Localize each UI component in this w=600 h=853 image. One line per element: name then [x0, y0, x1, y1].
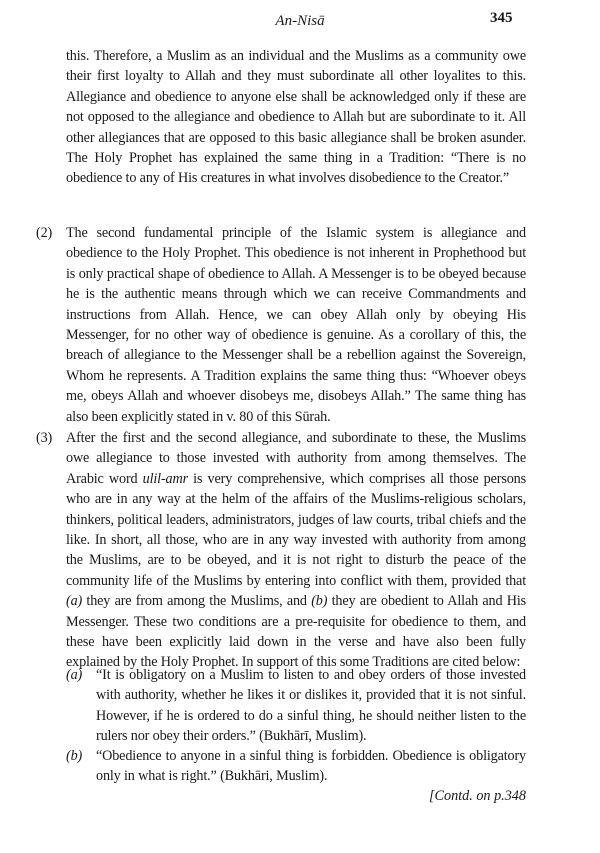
text-segment: they are obedient to Allah and His Messenger. These two conditions are a pre-requisite for obedience to them, and these have been explicitly laid down in the verse and have also been fully explained by the Holy Prophet. In support of this some Traditions are cited below:: [66, 593, 526, 671]
condition-b-label: (b): [311, 593, 328, 610]
point-number: (2): [36, 225, 53, 241]
text-segment: is very comprehensive, which comprises all those persons who are in any way at the helm of the affairs of the Muslims-religious scholars, thinkers, political leaders, administrators, judges of law courts, tribal chiefs and the like. In short, all those, who are in any way invested with authority from among the Muslims, are to be obeyed, and it is not right to disturb the peace of the community life of the Muslims by entering into conflict with them, provided that: [66, 470, 526, 589]
tradition-text: “Obedience to anyone in a sinful thing is forbidden. Obedience is obligatory only in what is right.” (Bukhāri, Muslim).: [96, 748, 526, 785]
tradition-b: [66, 746, 526, 787]
continuation-paragraph: this. Therefore, a Muslim as an individual and the Muslims as a community owe their first loyalty to Allah and they must subordinate all other loyalites to this. Allegiance and obedience to anyone else shall be acknowledged only if these are not opposed to the allegiance and obedience to Allah but are subordinate to it. All other allegiances that are opposed to this basic allegiance shall be broken asunder. The Holy Prophet has explained the same thing in a Tradition: “There is no obedience to any of His creatures in what involves disobedience to the Creator.”: [66, 48, 526, 187]
continued-note: [Contd. on p.348: [429, 788, 526, 804]
point-text: [66, 428, 526, 673]
tradition-label: (b): [66, 748, 83, 764]
page-number: 345: [490, 10, 513, 26]
tradition-text: “It is obligatory on a Muslim to listen to and obey orders of those invested with authority, whether he likes it or dislikes it, provided that it is not sinful. However, if he is ordered to do a sinful thing, he should neither listen to the rulers nor obey their orders.” (Bukhārī, Muslim).: [96, 667, 526, 745]
point-text: The second fundamental principle of the Islamic system is allegiance and obedience to the Holy Prophet. This obedience is not inherent in Prophethood but is only practical shape of obedience to Allah. A Messenger is to be obeyed because he is the authentic means through which we can receive Commandments and instructions from Allah. Hence, we can obey Allah only by obeying His Messenger, for no other way of obedience is genuine. As a corollary of this, the breach of allegiance to the Messenger shall be a rebellion against the Sovereign, Whom he represents. A Tradition explains the same thing thus: “Whoever obeys me, obeys Allah and whoever disobeys me, disobeys Allah.” The same thing has also been explicitly stated in v. 80 of this Sūrah.: [66, 225, 526, 425]
running-title: An-Nisā: [275, 13, 325, 29]
text-segment: they are from among the Muslims, and: [82, 593, 312, 610]
tradition-a: [66, 665, 526, 747]
point-3: [36, 428, 526, 673]
condition-a-label: (a): [66, 593, 83, 610]
point-number: (3): [36, 430, 53, 446]
tradition-label: (a): [66, 667, 83, 683]
arabic-term: ulil-amr: [142, 470, 188, 487]
point-2: [36, 223, 526, 427]
text-segment: After the first and the second allegiance, and subordinate to these, the Muslims owe allegiance to those invested with authority from among themselves. The Arabic word: [66, 430, 526, 487]
